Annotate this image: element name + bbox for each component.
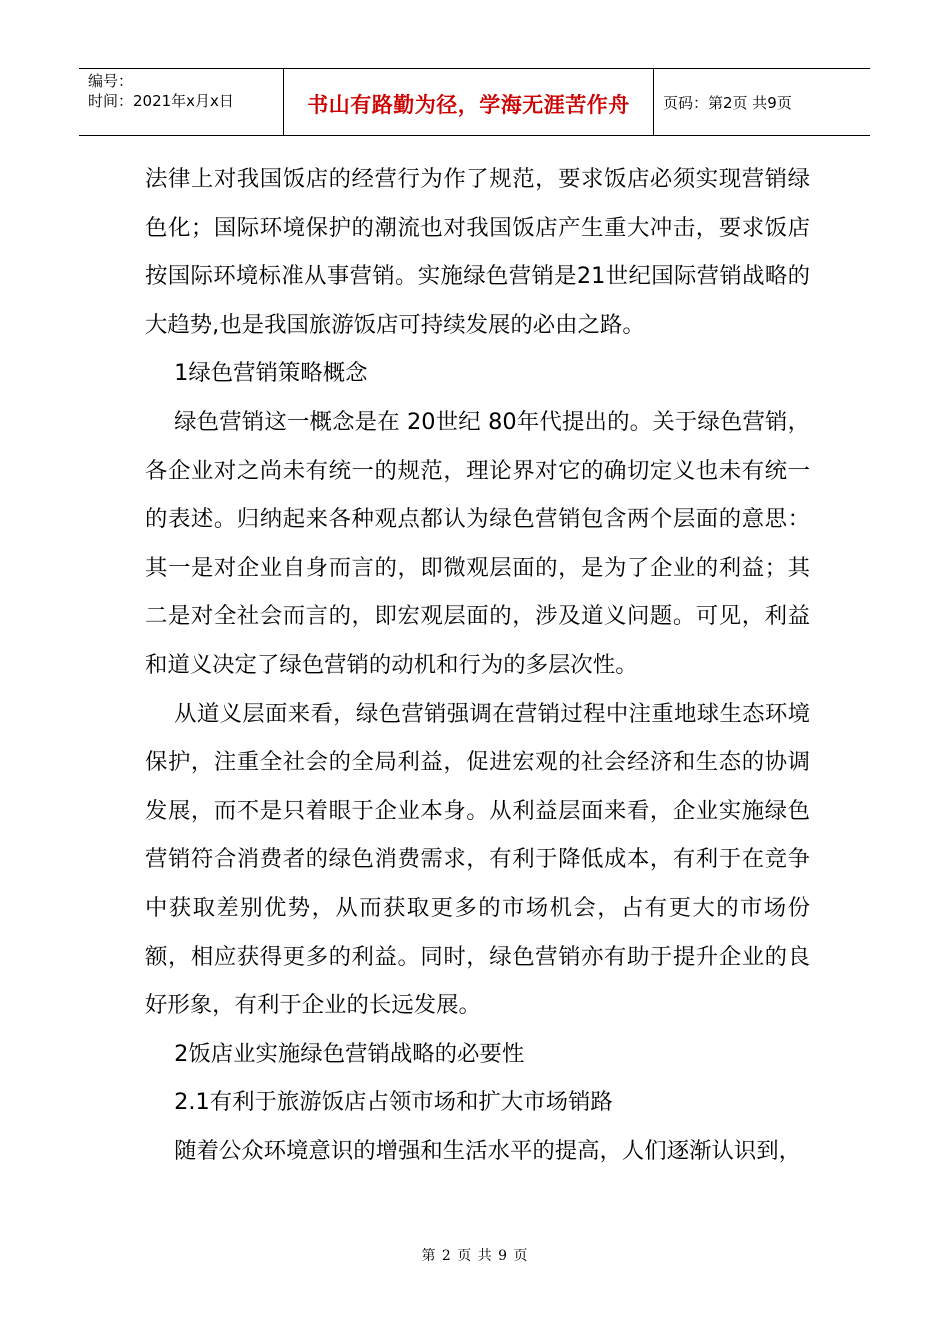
document-body [145,155,810,1175]
header-motto: 书山有路勤为径，学海无涯苦作舟 [307,93,630,117]
subsection-heading: 2.1有利于旅游饭店占领市场和扩大市场销路 [174,1089,613,1116]
body-paragraph: 法律上对我国饭店的经营行为作了规范，要求饭店必须实现营销绿色化；国际环境保护的潮流也对我国饭店产生重大冲击，要求饭店按国际环境标准从事营销。实施绿色营销是21世纪国际营销战略的大趋势,也是我国旅游饭店可持续发展的必由之路。 [145,166,810,338]
document-time-label: 时间：2021年x月x日 [88,92,234,110]
document-header [79,68,870,136]
body-paragraph: 绿色营销这一概念是在 20世纪 80年代提出的。关于绿色营销，各企业对之尚未有统一的规范，理论界对它的确切定义也未有统一的表述。归纳起来各种观点都认为绿色营销包含两个层面的意思：其一是对企业自身而言的，即微观层面的，是为了企业的利益；其二是对全社会而言的，即宏观层面的，涉及道义问题。可见，利益和道义决定了绿色营销的动机和行为的多层次性。 [145,408,810,678]
header-meta-cell [79,69,284,135]
header-page-cell [654,69,870,135]
page-footer: 第 2 页 共 9 页 [421,1248,529,1264]
section-heading: 1绿色营销策略概念 [174,360,368,387]
body-paragraph: 从道义层面来看，绿色营销强调在营销过程中注重地球生态环境保护，注重全社会的全局利益，促进宏观的社会经济和生态的协调发展，而不是只着眼于企业本身。从利益层面来看，企业实施绿色营销符合消费者的绿色消费需求，有利于降低成本，有利于在竞争中获取差别优势，从而获取更多的市场机会，占有更大的市场份额，相应获得更多的利益。同时，绿色营销亦有助于提升企业的良好形象，有利于企业的长远发展。 [145,700,810,1019]
header-motto-cell [284,69,654,135]
section-heading: 2饭店业实施绿色营销战略的必要性 [174,1040,525,1067]
header-page-code: 页码：第2页 共9页 [663,93,792,112]
document-number-label: 编号： [88,72,134,90]
body-paragraph: 随着公众环境意识的增强和生活水平的提高，人们逐渐认识到， [174,1137,802,1164]
